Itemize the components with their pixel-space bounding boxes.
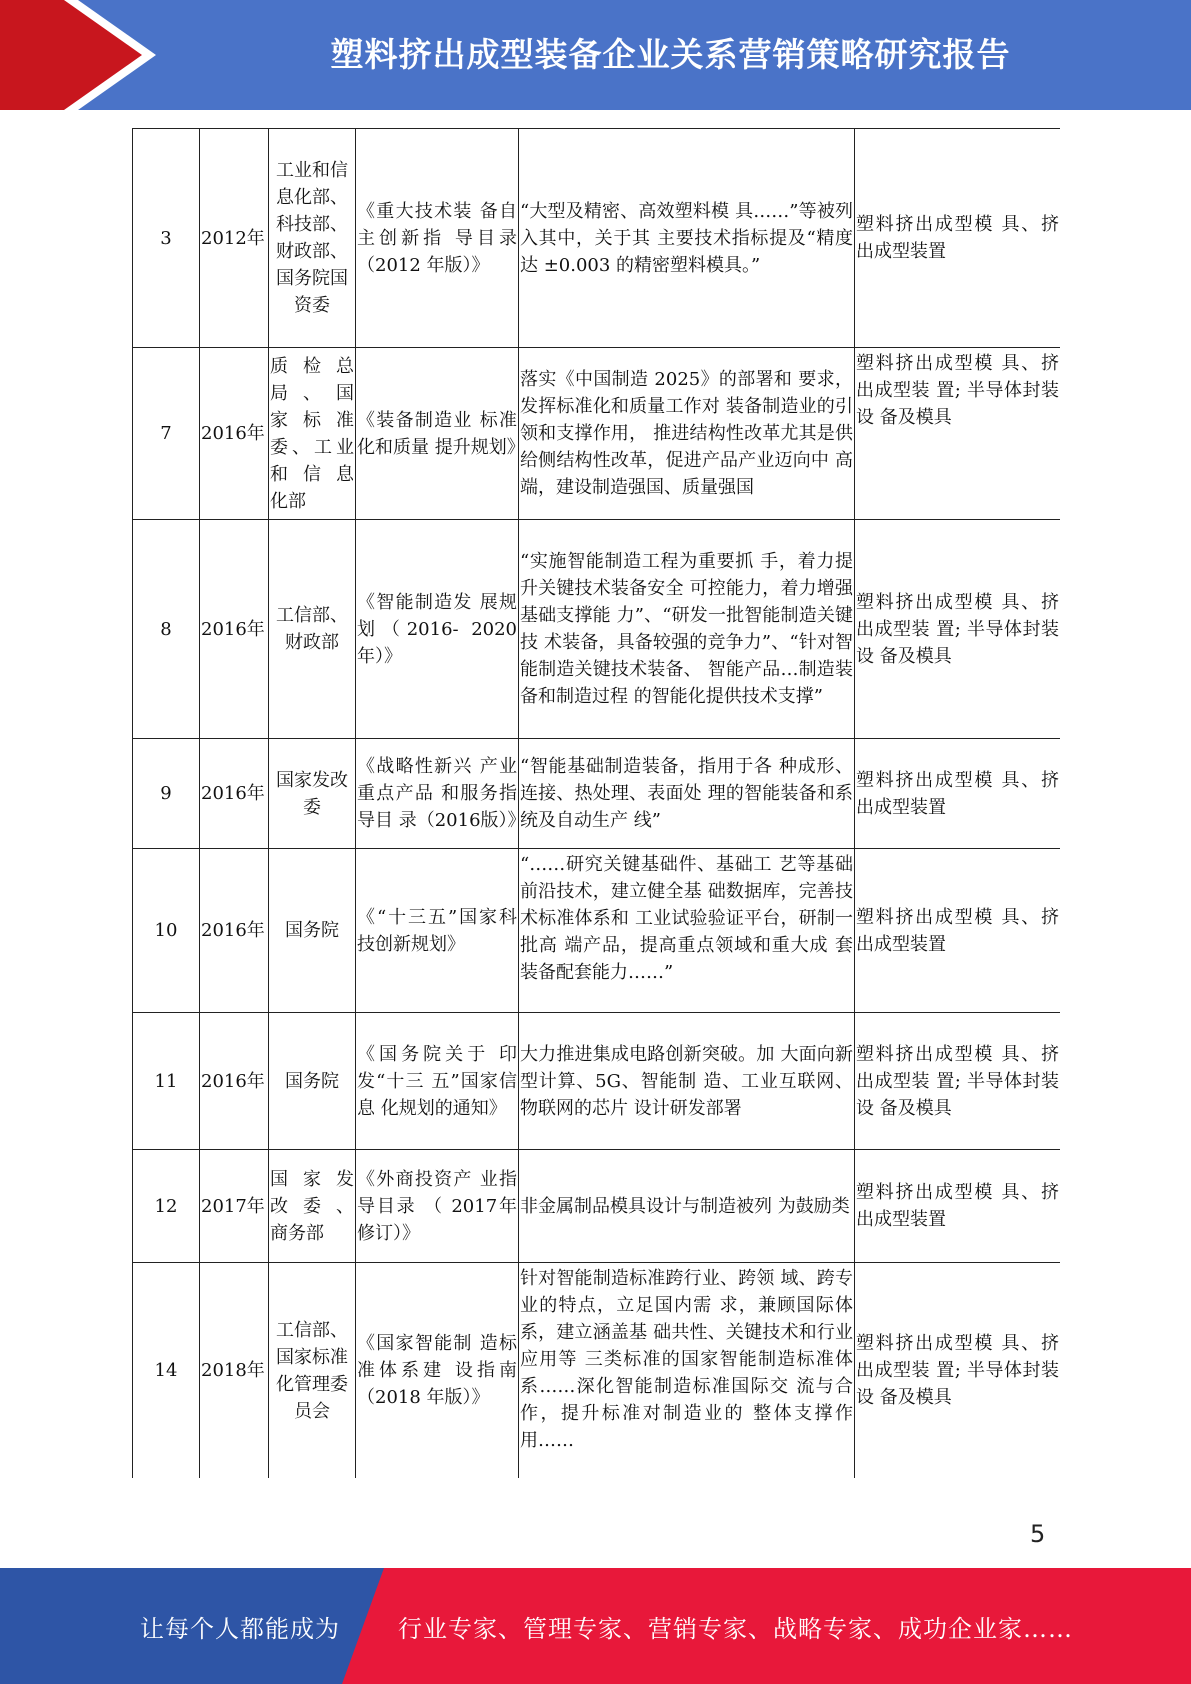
table-row [133,129,1061,348]
row-content: 非金属制品模具设计与制造被列 为鼓励类 [519,1150,855,1263]
row-document: 《智能制造发 展规划（2016- 2020年）》 [356,520,519,739]
row-department: 工信部、财政部 [269,520,356,739]
row-field: 塑料挤出成型模 具、挤出成型装置 [855,1150,1061,1263]
table-row [133,348,1061,520]
row-document: 《装备制造业 标准化和质量 提升规划》 [356,348,519,520]
row-content: 针对智能制造标准跨行业、跨领 域、跨专业的特点，立足国内需 求，兼顾国际体系，建立涵盖基 础共性、关键技术和行业应用等 三类标准的国家智能制造标准体 系……深化智能制造标准国际交 流与合作，提升标准对制造业的 整体支撑作用…… [519,1263,855,1479]
page-header [0,0,1191,110]
row-index: 7 [133,348,200,520]
row-document: 《重大技术装 备自主创新指 导目录（2012 年版）》 [356,129,519,348]
row-document: 《国家智能制 造标准体系建 设指南（2018 年版）》 [356,1263,519,1479]
row-index: 11 [133,1013,200,1150]
row-document: 《外商投资产 业指导目录 （ 2017年 修订）》 [356,1150,519,1263]
row-content: “大型及精密、高效塑料模 具……”等被列入其中，关于其 主要技术指标提及“精度达 ±0.003 的精密塑料模具。” [519,129,855,348]
row-year: 2012年 [200,129,269,348]
row-content: 落实《中国制造 2025》的部署和 要求，发挥标准化和质量工作对 装备制造业的引领和支撑作用， 推进结构性改革尤其是供给侧结构性改革，促进产品产业迈向中 高端，建设制造强国、质量强国 [519,348,855,520]
table-row [133,849,1061,1013]
row-index: 8 [133,520,200,739]
row-index: 12 [133,1150,200,1263]
row-year: 2016年 [200,1013,269,1150]
row-field: 塑料挤出成型模 具、挤出成型装 置; 半导体封装设 备及模具 [855,1263,1061,1479]
row-year: 2016年 [200,520,269,739]
row-field: 塑料挤出成型模 具、挤出成型装 置; 半导体封装设 备及模具 [855,520,1061,739]
row-department: 国务院 [269,849,356,1013]
table-row [133,1013,1061,1150]
row-field: 塑料挤出成型模 具、挤出成型装置 [855,129,1061,348]
row-index: 10 [133,849,200,1013]
row-content: “智能基础制造装备，指用于各 种成形、连接、热处理、表面处 理的智能装备和系统及自动生产 线” [519,739,855,849]
row-department: 国务院 [269,1013,356,1150]
row-year: 2016年 [200,739,269,849]
report-title: 塑料挤出成型装备企业关系营销策略研究报告 [330,34,1011,74]
row-department: 国 家 发 改 委 、 商务部 [269,1150,356,1263]
row-content: 大力推进集成电路创新突破。加 大面向新型计算、5G、智能制 造、工业互联网、物联网的芯片 设计研发部署 [519,1013,855,1150]
page-number: 5 [1030,1520,1046,1548]
row-index: 3 [133,129,200,348]
row-department: 工信部、国家标准化管理委员会 [269,1263,356,1479]
table-row [133,1150,1061,1263]
row-content: “实施智能制造工程为重要抓 手，着力提升关键技术装备安全 可控能力，着力增强基础支撑能 力”、“研发一批智能制造关键技 术装备，具备较强的竞争力”、“针对智能制造关键技术装备、 智能产品…制造装备和制造过程 的智能化提供技术支撑” [519,520,855,739]
row-year: 2018年 [200,1263,269,1479]
row-department: 质 检 总 局 、 国 家 标 准 委、工业 和 信 息 化部 [269,348,356,520]
row-document: 《“十三五”国家科技创新规划》 [356,849,519,1013]
row-document: 《国务院关于 印发“十三 五”国家信息 化规划的通知》 [356,1013,519,1150]
row-year: 2017年 [200,1150,269,1263]
row-department: 工业和信息化部、科技部、财政部、国务院国资委 [269,129,356,348]
row-year: 2016年 [200,849,269,1013]
row-department: 国家发改委 [269,739,356,849]
table-row [133,520,1061,739]
row-field: 塑料挤出成型模 具、挤出成型装置 [855,849,1061,1013]
row-index: 14 [133,1263,200,1479]
row-field: 塑料挤出成型模 具、挤出成型装 置; 半导体封装设 备及模具 [855,1013,1061,1150]
footer-slogan-right: 行业专家、管理专家、营销专家、战略专家、成功企业家…… [398,1614,1073,1643]
table-row [133,739,1061,849]
table-row [133,1263,1061,1479]
row-field: 塑料挤出成型模 具、挤出成型装置 [855,739,1061,849]
policy-table [132,128,1060,1478]
row-field: 塑料挤出成型模 具、挤出成型装 置; 半导体封装设 备及模具 [855,348,1061,520]
row-content: “……研究关键基础件、基础工 艺等基础前沿技术，建立健全基 础数据库，完善技术标准体系和 工业试验验证平台，研制一批高 端产品，提高重点领域和重大成 套装备配套能力……” [519,849,855,1013]
row-document: 《战略性新兴 产业重点产品 和服务指导目 录（2016版）》 [356,739,519,849]
row-year: 2016年 [200,348,269,520]
row-index: 9 [133,739,200,849]
page-footer [0,1568,1191,1684]
header-red-arrow [0,0,148,110]
policy-table-container [132,128,1060,1478]
footer-slogan-left: 让每个人都能成为 [140,1614,340,1643]
